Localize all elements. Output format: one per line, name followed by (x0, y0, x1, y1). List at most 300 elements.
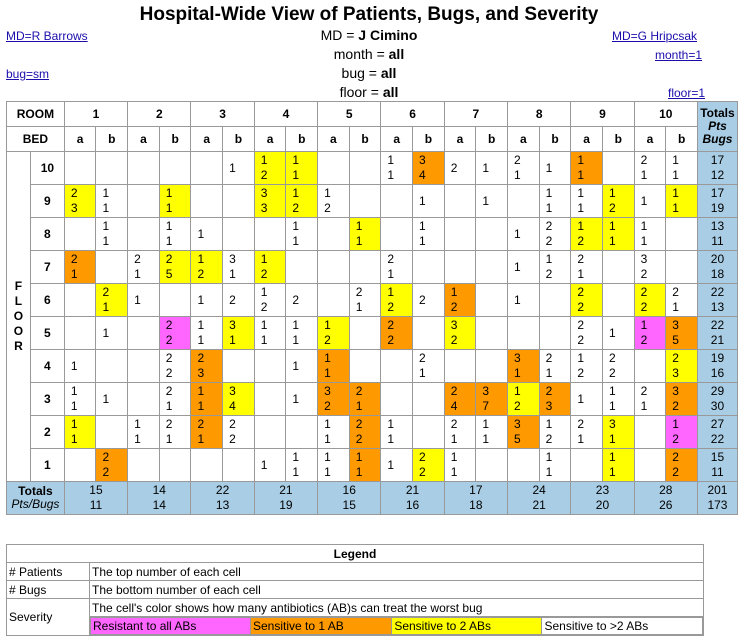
bug-count: 1 (640, 234, 648, 248)
floor-letter: L (14, 294, 23, 308)
bed-cell[interactable] (64, 218, 96, 251)
patient-count: 2 (102, 450, 110, 464)
bed-cell[interactable] (539, 284, 571, 317)
bug-count: 1 (70, 432, 78, 446)
bed-cell[interactable] (64, 284, 96, 317)
bed-cell[interactable] (571, 416, 603, 449)
bed-cell[interactable] (254, 317, 286, 350)
bug-count: 2 (324, 399, 331, 413)
bed-cell[interactable] (539, 185, 571, 218)
bed-cell[interactable] (381, 383, 413, 416)
room-total-pts: 23 (595, 483, 610, 497)
bed-cell[interactable] (286, 416, 318, 449)
bed-cell[interactable] (508, 350, 540, 383)
patient-count: 1 (292, 153, 300, 167)
bug-count: 2 (324, 333, 331, 347)
bed-cell[interactable] (602, 449, 634, 482)
bed-cell[interactable] (413, 251, 445, 284)
bug-count: 1 (577, 201, 584, 215)
patient-count: 2 (355, 285, 363, 299)
bed-cell[interactable] (159, 449, 191, 482)
bed-cell[interactable] (349, 416, 381, 449)
bed-cell[interactable] (602, 218, 634, 251)
patient-count: 1 (482, 417, 490, 431)
floor-total-pts: 19 (710, 351, 725, 365)
bed-cell[interactable] (508, 317, 540, 350)
bed-cell[interactable] (476, 251, 508, 284)
bed-cell[interactable] (602, 185, 634, 218)
bed-cell[interactable] (159, 383, 191, 416)
bed-cell[interactable] (349, 185, 381, 218)
bed-cell[interactable] (508, 152, 540, 185)
patient-count: 1 (419, 193, 426, 208)
bed-cell[interactable] (571, 350, 603, 383)
bed-cell[interactable] (64, 449, 96, 482)
bed-cell[interactable] (223, 284, 255, 317)
bed-cell[interactable] (381, 284, 413, 317)
bed-cell[interactable] (381, 350, 413, 383)
bed-cell[interactable] (571, 185, 603, 218)
patient-count: 1 (70, 384, 78, 398)
bed-cell[interactable] (191, 152, 223, 185)
bed-cell[interactable] (444, 251, 476, 284)
bed-cell[interactable] (381, 317, 413, 350)
bed-cell[interactable] (602, 383, 634, 416)
bed-cell[interactable] (571, 284, 603, 317)
link-floor-1[interactable]: floor=1 (668, 86, 706, 100)
bed-cell[interactable] (571, 383, 603, 416)
bug-count: 5 (165, 267, 173, 281)
bed-cell[interactable] (286, 317, 318, 350)
room-total-pts: 28 (659, 483, 673, 497)
bed-cell[interactable] (254, 185, 286, 218)
patient-count: 2 (355, 417, 363, 431)
bed-cell[interactable] (159, 350, 191, 383)
patient-count: 2 (165, 417, 173, 431)
bed-cell[interactable] (64, 152, 96, 185)
room-total-bugs: 19 (279, 498, 293, 512)
bed-cell[interactable] (666, 251, 698, 284)
bed-cell[interactable] (508, 449, 540, 482)
bed-cell[interactable] (602, 284, 634, 317)
bed-cell[interactable] (349, 317, 381, 350)
bed-cell[interactable] (159, 218, 191, 251)
bed-cell[interactable] (96, 350, 128, 383)
bug-count: 2 (450, 333, 458, 347)
bed-cell[interactable] (508, 218, 540, 251)
bed-cell[interactable] (191, 185, 223, 218)
bed-cell[interactable] (666, 350, 698, 383)
bed-cell[interactable] (96, 251, 128, 284)
bed-cell[interactable] (666, 449, 698, 482)
bed-cell[interactable] (318, 449, 350, 482)
patient-count: 3 (514, 351, 521, 365)
totals-header (697, 102, 737, 152)
bed-cell[interactable] (413, 185, 445, 218)
bed-cell[interactable] (508, 383, 540, 416)
bed-cell[interactable] (444, 218, 476, 251)
room-total (254, 482, 317, 515)
bed-cell[interactable] (96, 449, 128, 482)
bed-cell[interactable] (223, 317, 255, 350)
bed-cell[interactable] (508, 185, 540, 218)
floor-number: 6 (30, 284, 64, 317)
bed-cell[interactable] (602, 251, 634, 284)
bed-cell[interactable] (128, 218, 160, 251)
bed-cell[interactable] (128, 416, 160, 449)
bug-count: 1 (545, 366, 553, 380)
bed-cell[interactable] (64, 251, 96, 284)
bed-cell[interactable] (381, 416, 413, 449)
bed-cell[interactable] (191, 350, 223, 383)
patient-count: 1 (324, 186, 331, 200)
bed-cell[interactable] (666, 383, 698, 416)
bed-cell[interactable] (223, 416, 255, 449)
patient-count: 1 (260, 285, 268, 299)
bed-cell[interactable] (159, 185, 191, 218)
bed-cell[interactable] (634, 251, 666, 284)
bed-cell[interactable] (602, 350, 634, 383)
bed-cell[interactable] (349, 152, 381, 185)
bug-count: 1 (640, 399, 648, 413)
floor-total-bugs: 19 (710, 201, 725, 215)
patient-count: 2 (545, 351, 553, 365)
hospital-grid (6, 101, 738, 515)
bed-cell[interactable] (413, 383, 445, 416)
legend-title: Legend (7, 545, 704, 563)
bug-count: 2 (577, 300, 584, 314)
bed-cell[interactable] (413, 284, 445, 317)
bug-count: 1 (260, 333, 268, 347)
bed-cell[interactable] (666, 317, 698, 350)
bed-cell[interactable] (286, 449, 318, 482)
patient-count: 3 (229, 384, 236, 398)
bed-cell[interactable] (349, 449, 381, 482)
bed-cell[interactable] (349, 284, 381, 317)
bed-cell[interactable] (96, 218, 128, 251)
bed-cell[interactable] (254, 251, 286, 284)
bug-count: 2 (165, 333, 173, 347)
bed-header: a (381, 127, 413, 152)
link-md-barrows[interactable]: MD=R Barrows (6, 29, 88, 43)
bed-cell[interactable] (634, 152, 666, 185)
room-header: 1 (64, 102, 127, 127)
bed-cell[interactable] (508, 416, 540, 449)
floor-total (697, 350, 737, 383)
bed-cell[interactable] (476, 185, 508, 218)
link-bug-sm[interactable]: bug=sm (6, 67, 50, 81)
bed-cell[interactable] (571, 251, 603, 284)
bug-count: 1 (577, 432, 584, 446)
bed-cell[interactable] (223, 152, 255, 185)
bed-cell[interactable] (254, 416, 286, 449)
bed-cell[interactable] (634, 416, 666, 449)
bed-cell[interactable] (381, 251, 413, 284)
bed-cell[interactable] (159, 416, 191, 449)
bed-cell[interactable] (602, 152, 634, 185)
floor-total-pts: 15 (710, 450, 725, 464)
bed-cell[interactable] (159, 284, 191, 317)
link-month-1[interactable]: month=1 (655, 48, 703, 62)
bed-cell[interactable] (254, 449, 286, 482)
bed-cell[interactable] (381, 185, 413, 218)
bed-cell[interactable] (444, 152, 476, 185)
bed-cell[interactable] (571, 317, 603, 350)
bed-cell[interactable] (286, 218, 318, 251)
bed-cell[interactable] (128, 449, 160, 482)
patient-count: 3 (324, 384, 331, 398)
room-header: 7 (444, 102, 507, 127)
bed-cell[interactable] (64, 416, 96, 449)
bed-cell[interactable] (128, 251, 160, 284)
floor-letter: R (14, 339, 23, 353)
bed-cell[interactable] (381, 152, 413, 185)
bed-cell[interactable] (634, 317, 666, 350)
bed-cell[interactable] (318, 317, 350, 350)
bed-cell[interactable] (96, 383, 128, 416)
bed-cell[interactable] (159, 251, 191, 284)
bed-cell[interactable] (223, 350, 255, 383)
bed-cell[interactable] (413, 350, 445, 383)
floor-total-pts: 17 (710, 153, 725, 167)
bed-cell[interactable] (223, 383, 255, 416)
bed-cell[interactable] (413, 416, 445, 449)
bed-cell[interactable] (381, 218, 413, 251)
bug-count: 1 (545, 201, 553, 215)
floor-number: 1 (30, 449, 64, 482)
bug-count: 2 (577, 366, 584, 380)
bed-cell[interactable] (96, 317, 128, 350)
totals-header-pts: Pts (708, 119, 727, 133)
bed-cell[interactable] (254, 383, 286, 416)
bed-cell[interactable] (96, 185, 128, 218)
bed-cell[interactable] (286, 383, 318, 416)
bug-count: 1 (672, 201, 679, 215)
bed-cell[interactable] (128, 284, 160, 317)
patient-count: 2 (672, 351, 679, 365)
bed-cell[interactable] (476, 449, 508, 482)
bug-count: 3 (672, 366, 679, 380)
bed-cell[interactable] (413, 152, 445, 185)
bed-cell[interactable] (476, 152, 508, 185)
bed-cell[interactable] (286, 251, 318, 284)
bug-count: 1 (672, 168, 679, 182)
room-total (381, 482, 444, 515)
bed-cell[interactable] (64, 383, 96, 416)
bed-cell[interactable] (254, 152, 286, 185)
bed-cell[interactable] (159, 317, 191, 350)
bed-cell[interactable] (191, 317, 223, 350)
bed-cell[interactable] (191, 284, 223, 317)
bed-cell[interactable] (666, 284, 698, 317)
bed-cell[interactable] (254, 350, 286, 383)
bed-cell[interactable] (349, 218, 381, 251)
bed-cell[interactable] (286, 350, 318, 383)
bed-cell[interactable] (571, 449, 603, 482)
bed-cell[interactable] (349, 383, 381, 416)
bed-cell[interactable] (539, 449, 571, 482)
bed-cell[interactable] (634, 185, 666, 218)
patient-count: 1 (292, 391, 300, 406)
patient-count: 2 (165, 351, 173, 365)
bed-cell[interactable] (318, 152, 350, 185)
bed-cell[interactable] (191, 251, 223, 284)
bed-cell[interactable] (476, 350, 508, 383)
bed-cell[interactable] (539, 416, 571, 449)
bug-count: 2 (640, 333, 648, 347)
bed-cell[interactable] (666, 218, 698, 251)
floor-label (7, 152, 31, 482)
bug-count: 1 (640, 168, 648, 182)
patient-count: 1 (608, 186, 616, 200)
bed-cell[interactable] (286, 185, 318, 218)
bed-cell[interactable] (223, 449, 255, 482)
bug-count: 2 (608, 366, 616, 380)
floor-total-pts: 22 (710, 318, 725, 332)
bed-cell[interactable] (476, 383, 508, 416)
bed-cell[interactable] (634, 449, 666, 482)
bed-cell[interactable] (318, 185, 350, 218)
patient-count: 2 (70, 252, 78, 266)
bed-cell[interactable] (666, 152, 698, 185)
bed-cell[interactable] (539, 218, 571, 251)
bed-cell[interactable] (254, 284, 286, 317)
bug-count: 1 (70, 267, 78, 281)
bed-cell[interactable] (539, 152, 571, 185)
bed-cell[interactable] (539, 350, 571, 383)
bed-cell[interactable] (476, 317, 508, 350)
patient-count: 1 (608, 384, 616, 398)
patient-count: 1 (197, 252, 205, 266)
bed-cell[interactable] (96, 284, 128, 317)
room-total-pts: 21 (405, 483, 420, 497)
bed-cell[interactable] (539, 383, 571, 416)
bed-cell[interactable] (64, 185, 96, 218)
patient-count: 1 (260, 457, 268, 472)
bed-cell[interactable] (508, 251, 540, 284)
floor-total-bugs: 11 (711, 234, 724, 248)
bed-cell[interactable] (191, 383, 223, 416)
floor-number: 3 (30, 383, 64, 416)
bed-cell[interactable] (381, 449, 413, 482)
bed-cell[interactable] (666, 185, 698, 218)
bed-cell[interactable] (128, 152, 160, 185)
patient-count: 1 (545, 450, 553, 464)
bed-cell[interactable] (413, 218, 445, 251)
bed-cell[interactable] (128, 383, 160, 416)
bed-cell[interactable] (444, 317, 476, 350)
bed-cell[interactable] (444, 284, 476, 317)
bed-cell[interactable] (191, 218, 223, 251)
bed-cell[interactable] (444, 383, 476, 416)
bed-cell[interactable] (64, 350, 96, 383)
bed-cell[interactable] (539, 317, 571, 350)
bed-cell[interactable] (128, 317, 160, 350)
bed-cell[interactable] (476, 416, 508, 449)
bed-cell[interactable] (634, 284, 666, 317)
bed-cell[interactable] (666, 416, 698, 449)
bed-cell[interactable] (318, 383, 350, 416)
bed-cell[interactable] (413, 317, 445, 350)
bed-cell[interactable] (128, 350, 160, 383)
bed-cell[interactable] (286, 284, 318, 317)
bed-cell[interactable] (571, 218, 603, 251)
patient-count: 1 (672, 417, 679, 431)
bed-cell[interactable] (318, 284, 350, 317)
bed-cell[interactable] (634, 350, 666, 383)
bug-count: 1 (102, 300, 110, 314)
bed-cell[interactable] (444, 416, 476, 449)
bed-cell[interactable] (318, 251, 350, 284)
bug-count: 1 (165, 234, 173, 248)
legend-key-bugs: # Bugs (7, 581, 90, 599)
bed-cell[interactable] (318, 350, 350, 383)
bug-count: 2 (450, 300, 458, 314)
bed-cell[interactable] (159, 152, 191, 185)
bed-cell[interactable] (349, 350, 381, 383)
bug-count: 1 (324, 432, 331, 446)
bed-cell[interactable] (444, 185, 476, 218)
bed-cell[interactable] (96, 152, 128, 185)
bed-cell[interactable] (444, 350, 476, 383)
bed-cell[interactable] (539, 251, 571, 284)
bed-cell[interactable] (413, 449, 445, 482)
patient-count: 1 (387, 153, 395, 167)
bed-cell[interactable] (191, 449, 223, 482)
bug-count: 1 (324, 465, 331, 479)
page-title: Hospital-Wide View of Patients, Bugs, and Severity (139, 4, 599, 25)
bug-count: 2 (260, 300, 268, 314)
bed-cell[interactable] (508, 284, 540, 317)
bed-label: BED (7, 127, 65, 152)
bed-cell[interactable] (191, 416, 223, 449)
bed-cell[interactable] (444, 449, 476, 482)
floor-total-bugs: 16 (710, 366, 725, 380)
bug-count: 1 (577, 267, 584, 281)
bed-cell[interactable] (223, 251, 255, 284)
bed-cell[interactable] (96, 416, 128, 449)
bed-cell[interactable] (223, 185, 255, 218)
bed-cell[interactable] (476, 218, 508, 251)
bed-cell[interactable] (223, 218, 255, 251)
bed-cell[interactable] (318, 218, 350, 251)
bed-cell[interactable] (602, 317, 634, 350)
room-header: 6 (381, 102, 444, 127)
bug-count: 2 (640, 267, 648, 281)
floor-total (697, 185, 737, 218)
bed-cell[interactable] (286, 152, 318, 185)
bug-count: 4 (450, 399, 458, 413)
bug-count: 2 (260, 267, 268, 281)
bug-count: 1 (450, 465, 458, 479)
link-md-hripcsak[interactable]: MD=G Hripcsak (612, 29, 698, 43)
bug-count: 3 (545, 399, 553, 413)
bed-cell[interactable] (64, 317, 96, 350)
floor-letter: F (14, 279, 23, 293)
bug-count: 2 (672, 399, 679, 413)
bed-cell[interactable] (634, 383, 666, 416)
bed-cell[interactable] (318, 416, 350, 449)
bed-cell[interactable] (128, 185, 160, 218)
bed-cell[interactable] (349, 251, 381, 284)
bed-cell[interactable] (602, 416, 634, 449)
bed-cell[interactable] (634, 218, 666, 251)
bed-cell[interactable] (476, 284, 508, 317)
patient-count: 1 (324, 318, 331, 332)
bed-cell[interactable] (254, 218, 286, 251)
bed-cell[interactable] (571, 152, 603, 185)
bug-count: 2 (672, 432, 679, 446)
